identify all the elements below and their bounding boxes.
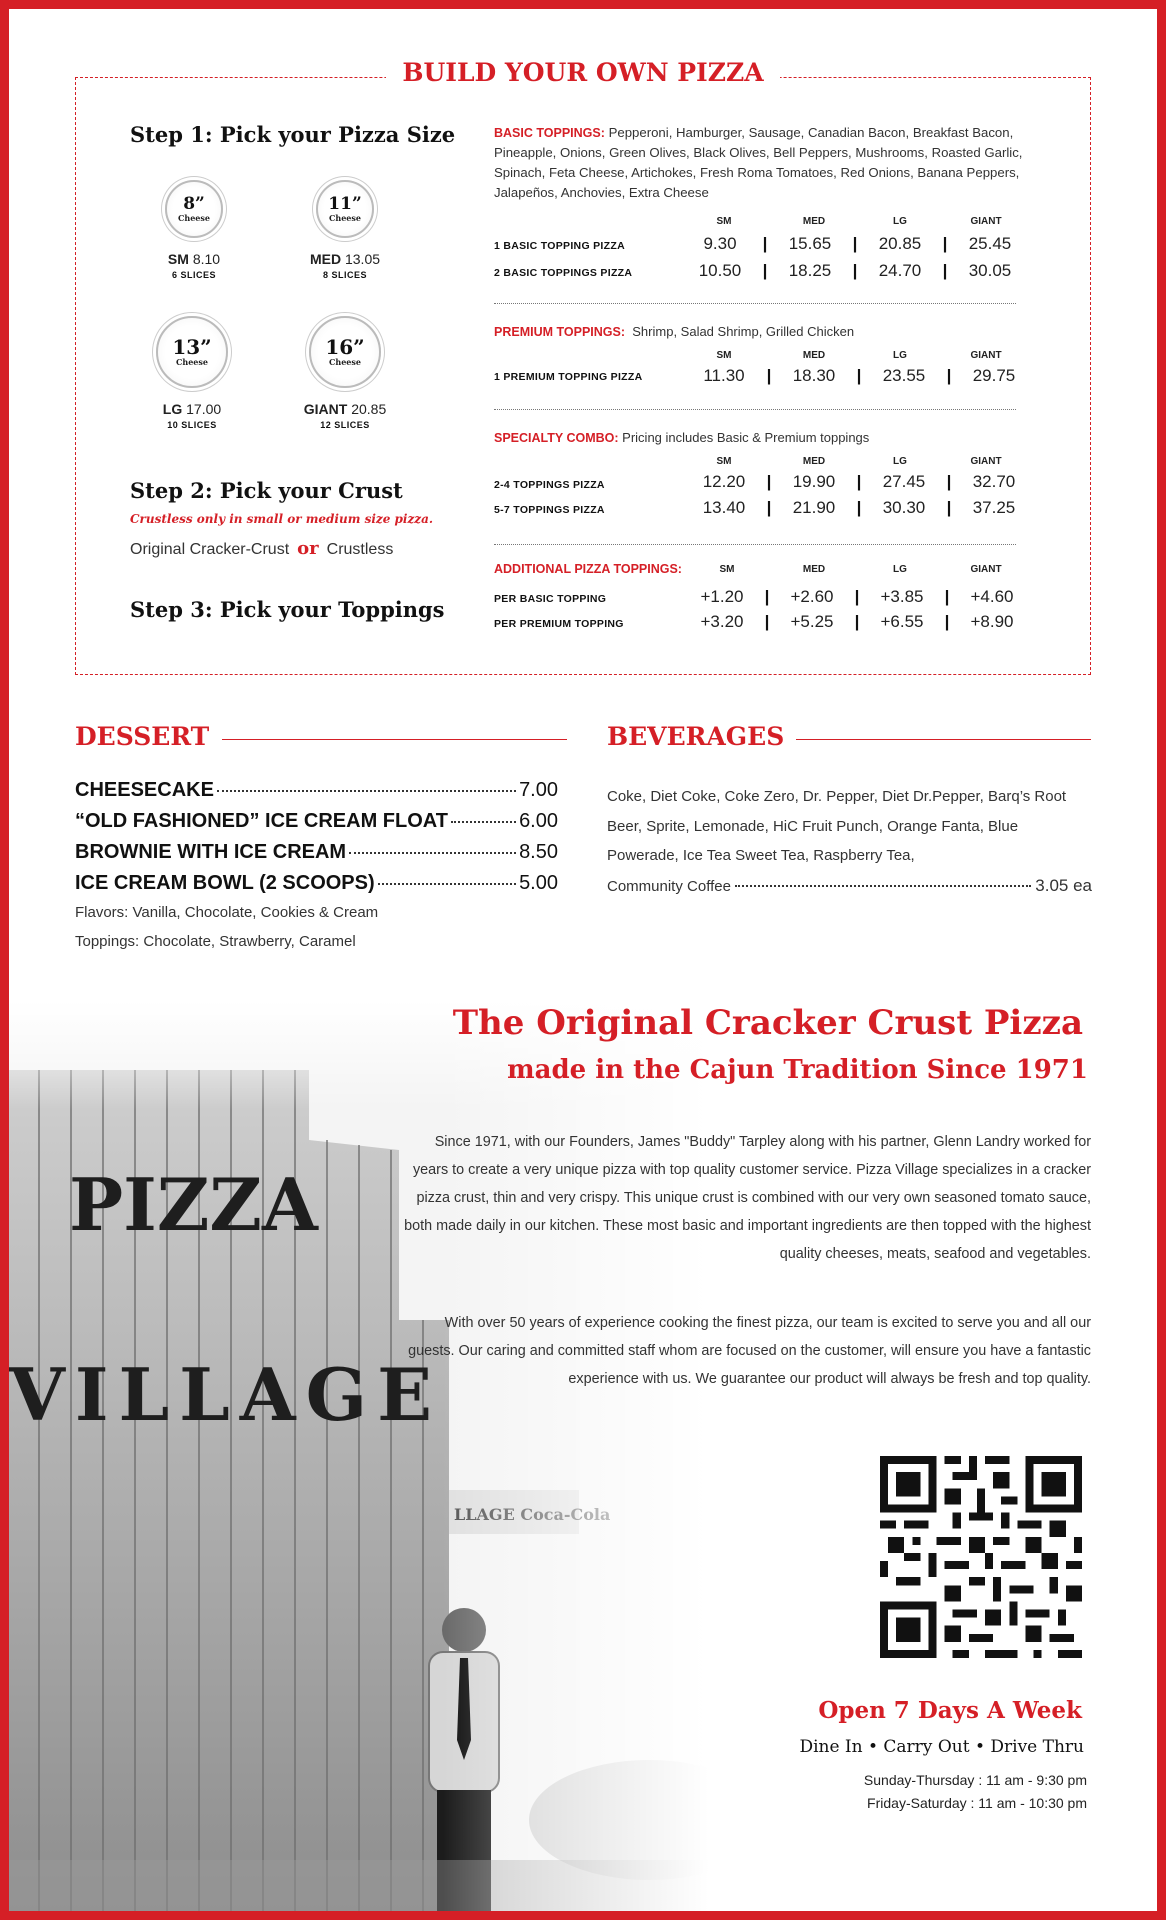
price-row: 10.50 | 18.25 | 24.70 | 30.05: [698, 261, 1012, 280]
premium-toppings-list: PREMIUM TOPPINGS: Shrimp, Salad Shrimp, Grilled Chicken: [494, 324, 855, 339]
divider: [494, 409, 1016, 410]
pizza-size-badge: 16” Cheese: [309, 316, 381, 388]
size-lg: 13” Cheese LG 17.00 10 SLICES: [117, 316, 267, 430]
hours-weekday: Sunday-Thursday : 11 am - 9:30 pm: [863, 1772, 1087, 1788]
additional-toppings-label: ADDITIONAL PIZZA TOPPINGS:: [494, 562, 682, 576]
pizza-size-badge: 8” Cheese: [165, 180, 223, 238]
hours-weekend: Friday-Saturday : 11 am - 10:30 pm: [867, 1795, 1087, 1811]
dessert-toppings: Toppings: Chocolate, Strawberry, Caramel: [75, 933, 356, 950]
row-label: 2 BASIC TOPPINGS PIZZA: [494, 267, 633, 279]
price-row: 13.40 | 21.90 | 30.30 | 37.25: [702, 498, 1016, 517]
step3-heading: Step 3: Pick your Toppings: [130, 597, 445, 622]
pizza-size-badge: 13” Cheese: [156, 316, 228, 388]
size-med: 11” Cheese MED 13.05 8 SLICES: [270, 180, 420, 280]
price-row: 9.30 | 15.65 | 20.85 | 25.45: [703, 234, 1012, 253]
row-label: PER PREMIUM TOPPING: [494, 618, 624, 630]
crust-options: Original Cracker-Crust or Crustless: [130, 538, 394, 559]
size-giant: 16” Cheese GIANT 20.85 12 SLICES: [270, 316, 420, 430]
qr-code[interactable]: [880, 1456, 1082, 1658]
beverages-heading: BEVERAGES: [607, 722, 785, 751]
row-label: 1 BASIC TOPPING PIZZA: [494, 240, 625, 252]
size-sm: 8” Cheese SM 8.10 6 SLICES: [119, 180, 269, 280]
open-days-heading: Open 7 Days A Week: [818, 1697, 1082, 1724]
divider: [796, 739, 1091, 740]
specialty-combo: SPECIALTY COMBO: Pricing includes Basic & Premium toppings: [494, 430, 870, 445]
dessert-item: BROWNIE WITH ICE CREAM 8.50: [75, 841, 558, 863]
price-row: 12.20 | 19.90 | 27.45 | 32.70: [702, 472, 1016, 491]
basic-toppings-list: BASIC TOPPINGS: Pepperoni, Hamburger, Sausage, Canadian Bacon, Breakfast Bacon, Pineapple, Onions, Green Olives, Black Olives, Bell Peppers, Mushrooms, Roasted Garlic, Spinach, Feta Cheese, Artichokes, Fresh Roma Tomatoes, Red Onions, Banana Peppers, Jalapeños, Anchovies, Extra Cheese: [494, 125, 1023, 200]
dessert-flavors: Flavors: Vanilla, Chocolate, Cookies & Cream: [75, 904, 379, 921]
dessert-item: “OLD FASHIONED” ICE CREAM FLOAT 6.00: [75, 810, 558, 832]
dessert-item: ICE CREAM BOWL (2 SCOOPS) 5.00: [75, 872, 558, 894]
byo-title: BUILD YOUR OWN PIZZA: [0, 58, 1166, 87]
dessert-item: CHEESECAKE 7.00: [75, 779, 558, 801]
price-row: 11.30 | 18.30 | 23.55 | 29.75: [703, 366, 1016, 385]
row-label: 2-4 TOPPINGS PIZZA: [494, 479, 605, 491]
service-options: Dine In • Carry Out • Drive Thru: [799, 1737, 1084, 1757]
step1-heading: Step 1: Pick your Pizza Size: [130, 122, 456, 147]
row-label: 1 PREMIUM TOPPING PIZZA: [494, 371, 643, 383]
story-heading: The Original Cracker Crust Pizza: [452, 1003, 1083, 1043]
story-subheading: made in the Cajun Tradition Since 1971: [507, 1055, 1088, 1085]
price-row: +3.20 | +5.25 | +6.55 | +8.90: [700, 612, 1014, 631]
dessert-heading: DESSERT: [75, 722, 210, 751]
story-paragraph-1: Since 1971, with our Founders, James "Buddy" Tarpley along with his partner, Glenn Landry worked for years to create a very unique pizza with top quality customer service. Pizza Village specializes in a cracker pizza crust, thin and very crispy. This unique crust is combined with our very own seasoned tomato sauce, both made daily in our kitchen. These most basic and important ingredients are then topped with the highest quality cheeses, meats, seafood and vegetables.: [404, 1134, 1091, 1262]
pizza-size-badge: 11” Cheese: [316, 180, 374, 238]
divider: [494, 303, 1016, 304]
divider: [494, 544, 1016, 545]
story-paragraph-2: With over 50 years of experience cooking the finest pizza, our team is excited to serve you and all our guests. Our caring and committed staff whom are focused on the customer, will ensure you have a fantastic experience with us. We guarantee our product will always be fresh and top quality.: [408, 1315, 1091, 1387]
row-label: 5-7 TOPPINGS PIZZA: [494, 504, 605, 516]
beverages-list: Coke, Diet Coke, Coke Zero, Dr. Pepper, Diet Dr.Pepper, Barq’s Root Beer, Sprite, Lemonade, HiC Fruit Punch, Orange Fanta, Blue Powerade, Ice Tea Sweet Tea, Raspberry Tea, Community Coffee 3.05 ea: [607, 788, 1092, 895]
crust-note: Crustless only in small or medium size pizza.: [130, 512, 434, 526]
divider: [222, 739, 567, 740]
step2-heading: Step 2: Pick your Crust: [130, 478, 403, 503]
row-label: PER BASIC TOPPING: [494, 593, 607, 605]
price-row: +1.20 | +2.60 | +3.85 | +4.60: [700, 587, 1014, 606]
